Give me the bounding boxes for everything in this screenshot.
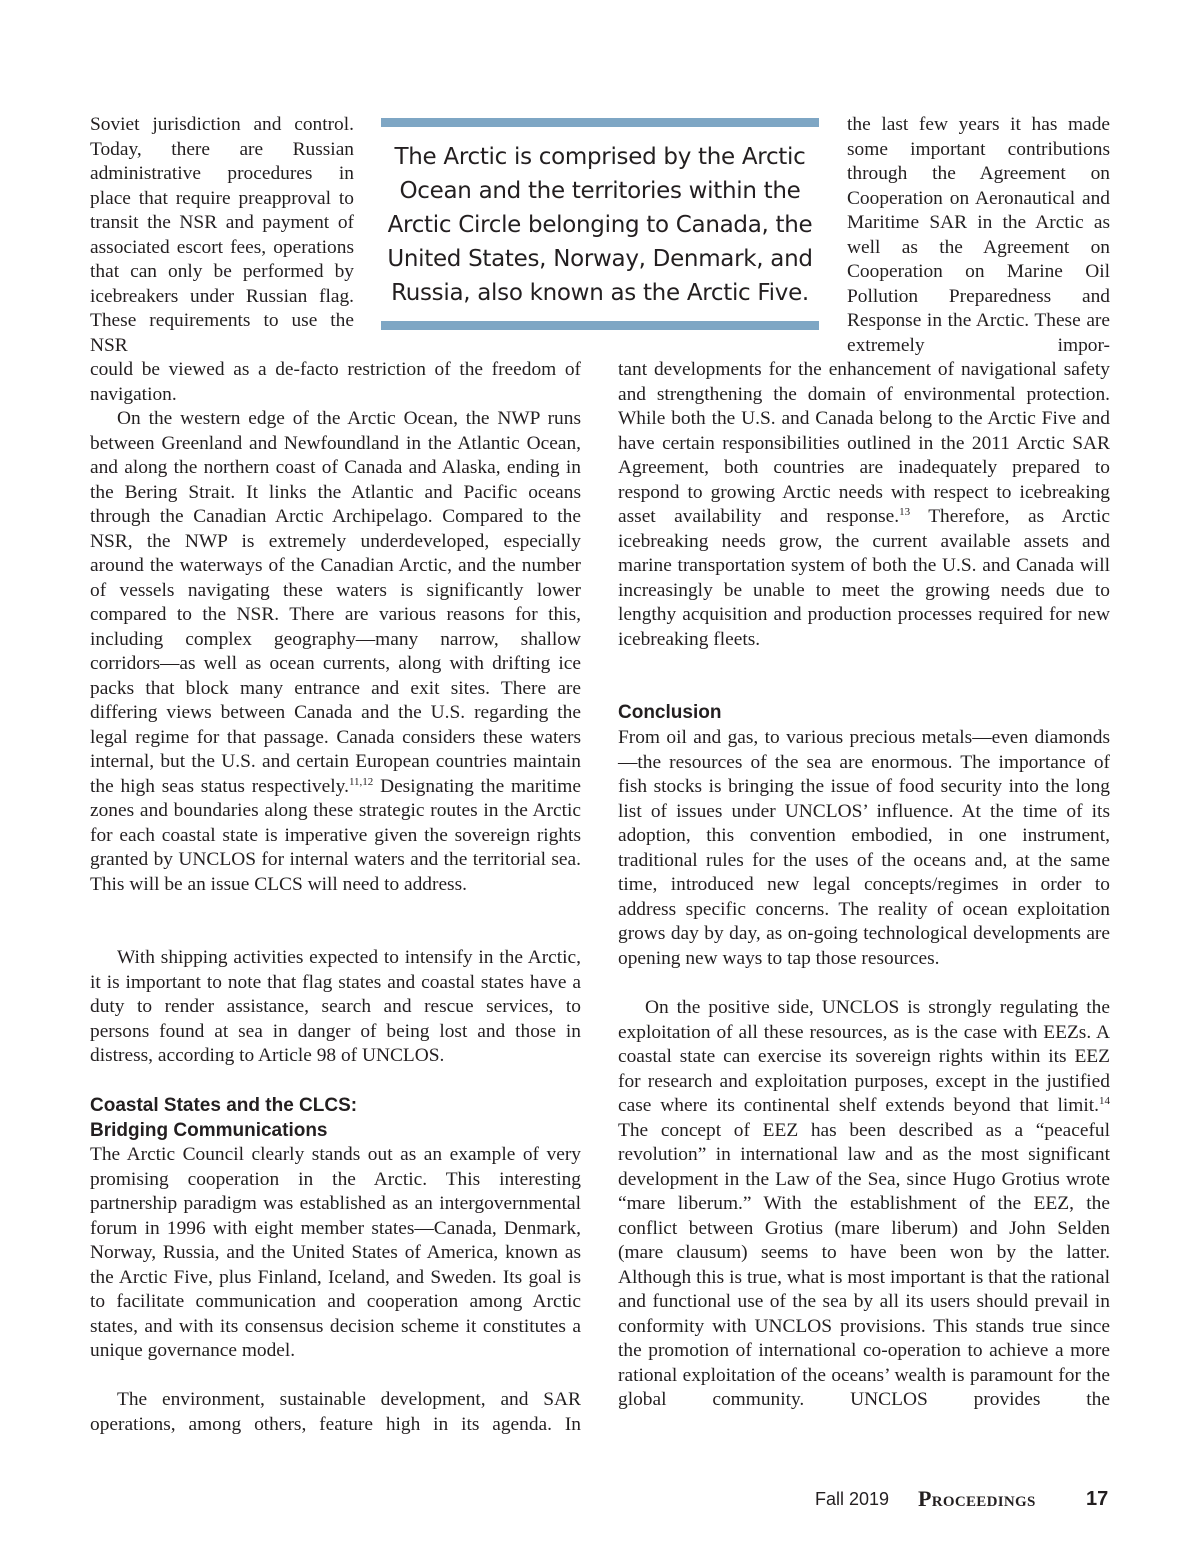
footnote-ref-11-12: 11,12 [348,775,374,788]
right-paragraph-1-bottom [618,358,1110,652]
section-heading-conclusion: Conclusion [618,702,722,723]
footnote-ref-13: 13 [899,506,911,518]
section-heading-line-1: Coastal States and the CLCS: [90,1095,358,1116]
left-paragraph-3: With shipping activities expected to intensify in the Arctic, it is important to note that flag states and coastal states have a duty to render assistance, search and rescue services, to persons found at sea in danger of being lost and those in distress, according to Article 98 of UNCLOS. [90,947,581,1066]
pull-quote: The Arctic is comprised by the Arctic Ocean and the territories within the Arctic Circle belonging to Canada, the United States, Norway, Denmark, and Russia, also known as the Arctic Five. [387,144,813,306]
left-paragraph-1-bottom: could be viewed as a de-facto restriction of the freedom of navigation. [90,359,581,405]
footer-publication-name: Proceedings [918,1486,1036,1511]
right-paragraph-1-text: tant developments for the enhancement of navigational safety and strengthening the domain of environmental protection. While both the U.S. and Canada belong to the Arctic Five and have certain responsibilities outlined in the 2011 Arctic SAR Agreement, both countries are inadequately prepared to respond to growing Arctic needs with respect to icebreaking asset availability and response. [618,359,1110,527]
right-paragraph-2: From oil and gas, to various precious metals—even diamonds—the resources of the sea are enormous. The importance of fish stocks is bringing the issue of food security into the long list of issues under UNCLOS’ influence. At the time of its adoption, this convention embodied, in one instrument, traditional rules for the uses of the oceans and, at the same time, introduced new legal concepts/regimes in order to address specific concerns. The reality of ocean exploitation grows day by day, as on-going technological developments are opening new ways to tap those resources. [618,727,1110,969]
left-paragraph-2-text: On the western edge of the Arctic Ocean, the NWP runs between Greenland and Newfoundland in the Atlantic Ocean, and along the northern coast of Canada and Alaska, ending in the Bering Strait. It links the Atlantic and Pacific oceans through the Canadian Arctic Archipelago. Compared to the NSR, the NWP is extremely underdeveloped, especially around the waterways of the Canadian Arctic, and the number of vessels navigating these waters is significantly lower compared to the NSR. There are various reasons for this, including complex geography—many narrow, shallow corridors—as well as ocean currents, along with drifting ice packs that block many entrance and exit sites. There are differing views between Canada and the U.S. regarding the legal regime for that passage. Canada considers these waters internal, but the U.S. and certain European countries maintain the high seas status respectively. [90,408,581,797]
left-paragraph-5: The environment, sustainable development, and SAR operations, among others, feature high in its agenda. In [90,1389,581,1435]
right-paragraph-3-tail: The concept of EEZ has been described as a “peaceful revolution” in international law and as the most significant development in the Law of the Sea, since Hugo Grotius wrote “mare liberum.” With the establishment of the EEZ, the conflict between Grotius (mare liberum) and John Selden (mare clausum) seems to have been won by the latter. Although this is true, what is most important is that the rational and functional use of the sea by all its users should prevail in conformity with UNCLOS provisions. This stands true since the promotion of international co-operation to achieve a more rational exploitation of the oceans’ wealth is paramount for the global community. UNCLOS provides the [618,1119,1110,1410]
section-heading-coastal-states [90,1094,357,1143]
right-paragraph-1-tail: Therefore, as Arctic icebreaking needs grow, the current available assets and marine transportation system of both the U.S. and Canada will increasingly be unable to meet the growing needs due to lengthy acquisition and production processes required for new icebreaking fleets. [618,506,1110,650]
section-heading-line-2: Bridging Communications [90,1119,328,1141]
right-paragraph-3-text: On the positive side, UNCLOS is strongly regulating the exploitation of all these resources, as is the case with EEZs. A coastal state can exercise its sovereign rights within its EEZ for research and exploitation purposes, except in the justified case where its continental shelf extends beyond that limit. [618,997,1110,1116]
left-paragraph-4: The Arctic Council clearly stands out as an example of very promising cooperation in the Arctic. This interesting partnership paradigm was established as an intergovernmental forum in 1996 with eight member states—Canada, Denmark, Norway, Russia, and the United States of America, known as the Arctic Five, plus Finland, Iceland, and Sweden. Its goal is to facilitate communication and cooperation among Arctic states, and with its consensus decision scheme it constitutes a unique governance model. [90,1144,581,1361]
right-paragraph-3 [618,996,1110,1413]
left-paragraph-1-top: Soviet jurisdiction and control. Today, there are Russian administrative procedures in place that require preapproval to transit the NSR and payment of associated escort fees, operations that can only be performed by icebreakers under Russian flag. These requirements to use the NSR [90,114,354,356]
pull-quote-top-bar [381,118,819,127]
left-paragraph-2-tail: Designating the maritime zones and boundaries along these strategic routes in the Arctic for each coastal state is imperative given the sovereign rights granted by UNCLOS for internal waters and the territorial sea. This will be an issue CLCS will need to address. [90,775,582,895]
footer-issue-season: Fall 2019 [815,1489,890,1509]
footnote-ref-14: 14 [1099,1095,1110,1107]
page-number: 17 [1086,1488,1109,1510]
left-paragraph-2 [90,407,581,897]
pull-quote-bottom-bar [381,321,819,330]
right-paragraph-1-top: the last few years it has made some important contributions through the Agreement on Cooperation on Aeronautical and Maritime SAR in the Arctic as well as the Agreement on Cooperation on Marine Oil Pollution Preparedness and Response in the Arctic. These are extremely impor- [847,114,1110,356]
